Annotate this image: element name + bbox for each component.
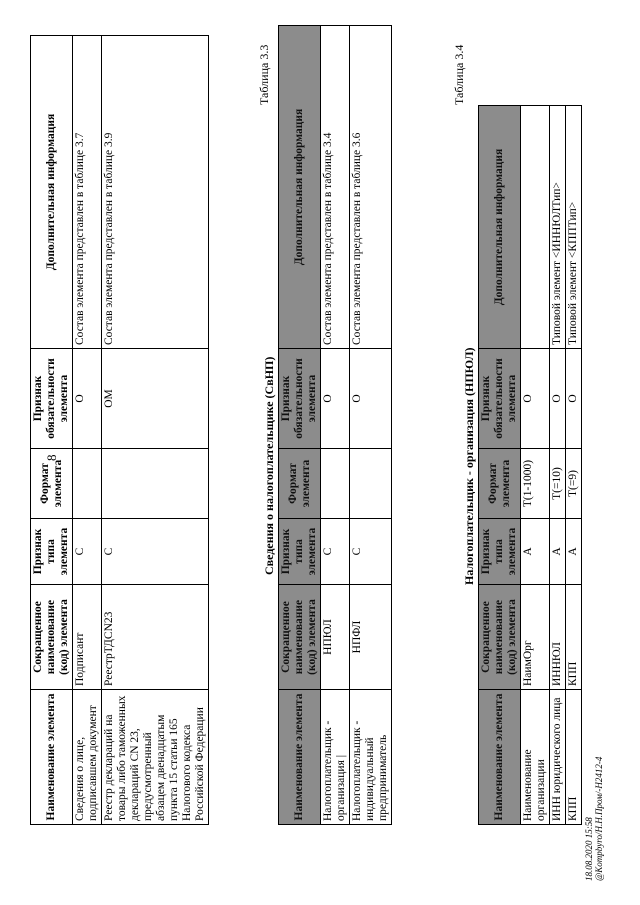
table-header-row — [31, 36, 73, 825]
table-cell: РеестрТДСN23 — [102, 585, 209, 690]
header-cell: Формат элемента — [31, 449, 73, 519]
table-cell: НПЮЛ — [321, 585, 350, 690]
table-cell — [350, 449, 392, 519]
table-cell: О — [321, 349, 350, 449]
table-cell: ИННЮЛ — [550, 585, 566, 690]
table-cell: С — [73, 519, 102, 585]
table-cell — [521, 106, 550, 349]
table-cell: С — [350, 519, 392, 585]
table-cell: Налогоплательщик - индивидуальный предприниматель — [350, 690, 392, 825]
table-cell: НаимОрг — [521, 585, 550, 690]
table-caption: Таблица 3.4 — [452, 44, 466, 105]
table-cell: О — [350, 349, 392, 449]
header-cell: Сокращенное наименование (код) элемента — [31, 585, 73, 690]
table-row — [566, 106, 582, 825]
table-cell: НПФЛ — [350, 585, 392, 690]
table-cell: T(1-1000) — [521, 449, 550, 519]
header-cell: Признак обязательности элемента — [479, 349, 521, 449]
table-cell: ОМ — [102, 349, 209, 449]
header-cell: Признак типа элемента — [279, 519, 321, 585]
table-cell: Состав элемента представлен в таблице 3.6 — [350, 26, 392, 349]
table-cell: С — [102, 519, 209, 585]
table-cell: О — [73, 349, 102, 449]
header-cell: Формат элемента — [479, 449, 521, 519]
table-cell: КПП — [566, 690, 582, 825]
header-cell: Наименование элемента — [479, 690, 521, 825]
organization-taxpayer-table — [478, 105, 582, 825]
table-caption: Таблица 3.3 — [257, 44, 271, 105]
header-cell: Дополнительная информация — [279, 26, 321, 349]
table-row — [521, 106, 550, 825]
table-row — [321, 26, 350, 825]
header-cell: Признак обязательности элемента — [31, 349, 73, 449]
table-cell: О — [521, 349, 550, 449]
table-header-row — [279, 26, 321, 825]
table-cell — [73, 449, 102, 519]
table-row — [102, 36, 209, 825]
table-cell: Состав элемента представлен в таблице 3.4 — [321, 26, 350, 349]
taxpayer-info-table — [278, 25, 392, 825]
header-cell: Наименование элемента — [279, 690, 321, 825]
table-cell: Налогоплательщик - организация | — [321, 690, 350, 825]
header-cell: Наименование элемента — [31, 690, 73, 825]
table-cell: T(=10) — [550, 449, 566, 519]
print-stamp-path: @Kompbyro/Н.Н.Пром/-Н2412-4 — [594, 756, 604, 881]
table-title: Налогоплательщик - организация (НПЮЛ) — [462, 347, 476, 585]
table-title: Сведения о налогоплательщике (СвНП) — [262, 356, 276, 575]
table-cell — [321, 449, 350, 519]
table-cell: T(=9) — [566, 449, 582, 519]
table-row — [73, 36, 102, 825]
table-cell: А — [521, 519, 550, 585]
header-cell: Признак типа элемента — [31, 519, 73, 585]
table-cell: А — [550, 519, 566, 585]
header-cell: Дополнительная информация — [31, 36, 73, 349]
table-cell: Типовой элемент <ИННЮЛТип> — [550, 106, 566, 349]
table-row — [550, 106, 566, 825]
print-stamp — [584, 757, 604, 881]
print-stamp-date: 18.08.2020 15:58 — [584, 817, 594, 881]
elements-table-continued — [30, 35, 209, 825]
table-cell — [102, 449, 209, 519]
table-cell: Реестр деклараций на товары либо таможенных деклараций CN 23, предусмотренный абзацем двенадцатым пункта 15 статьи 165 Налогового кодекса Российской Федерации — [102, 690, 209, 825]
table-row — [350, 26, 392, 825]
table-cell: А — [566, 519, 582, 585]
table-cell: О — [566, 349, 582, 449]
table-cell: Типовой элемент <КППТип> — [566, 106, 582, 349]
table-cell: С — [321, 519, 350, 585]
header-cell: Формат элемента — [279, 449, 321, 519]
page-number: 8 — [44, 454, 59, 461]
header-cell: Сокращенное наименование (код) элемента — [279, 585, 321, 690]
table-cell: КПП — [566, 585, 582, 690]
table-cell: Состав элемента представлен в таблице 3.7 — [73, 36, 102, 349]
header-cell: Сокращенное наименование (код) элемента — [479, 585, 521, 690]
table-cell: Состав элемента представлен в таблице 3.9 — [102, 36, 209, 349]
table-cell: Сведения о лице, подписавшем документ — [73, 690, 102, 825]
table-header-row — [479, 106, 521, 825]
table-cell: ИНН юридического лица — [550, 690, 566, 825]
header-cell: Признак обязательности элемента — [279, 349, 321, 449]
header-cell: Дополнительная информация — [479, 106, 521, 349]
table-cell: Подписант — [73, 585, 102, 690]
table-cell: О — [550, 349, 566, 449]
table-cell: Наименование организации — [521, 690, 550, 825]
header-cell: Признак типа элемента — [479, 519, 521, 585]
